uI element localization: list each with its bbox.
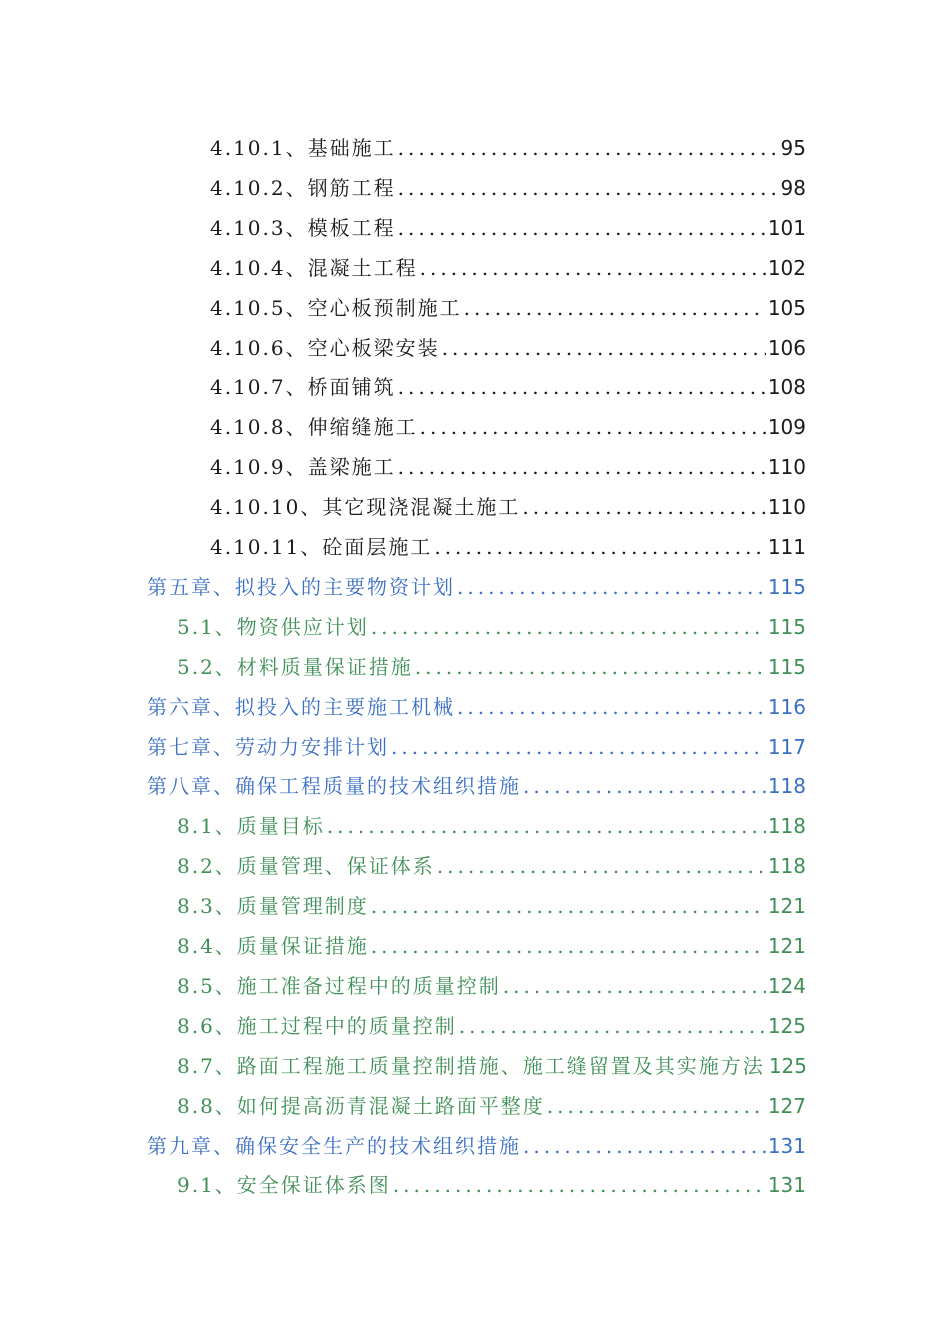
toc-entry-title: 4.10.10、其它现浇混凝土施工	[210, 495, 521, 520]
toc-dot-leader	[503, 966, 766, 1006]
toc-entry-sub[interactable]	[210, 288, 806, 328]
toc-dot-leader	[437, 846, 766, 886]
toc-entry-chapter[interactable]	[147, 766, 806, 806]
toc-entry-chapter[interactable]	[147, 727, 806, 767]
toc-dot-leader	[457, 687, 766, 727]
toc-entry-chapter[interactable]	[147, 567, 806, 607]
toc-entry-title: 8.2、质量管理、保证体系	[177, 854, 435, 879]
toc-entry-section[interactable]	[177, 886, 806, 926]
toc-entry-section[interactable]	[177, 806, 806, 846]
toc-entry-chapter[interactable]	[147, 687, 806, 727]
toc-page-number: 106	[767, 335, 806, 360]
toc-entry-section[interactable]	[177, 846, 806, 886]
toc-entry-sub[interactable]	[210, 367, 806, 407]
toc-dot-leader	[415, 647, 766, 687]
toc-entry-title: 8.3、质量管理制度	[177, 894, 369, 919]
toc-page-number: 115	[767, 574, 806, 599]
toc-entry-section[interactable]	[177, 1086, 806, 1126]
toc-dot-leader	[442, 328, 766, 368]
toc-entry-sub[interactable]	[210, 527, 806, 567]
toc-page-number: 102	[767, 255, 806, 280]
toc-page-number: 115	[767, 654, 806, 679]
toc-page-number: 131	[767, 1173, 806, 1198]
toc-entry-title: 4.10.1、基础施工	[210, 136, 396, 160]
toc-entry-title: 第六章、拟投入的主要施工机械	[147, 694, 455, 719]
toc-entry-section[interactable]	[177, 966, 806, 1006]
toc-dot-leader	[393, 1165, 766, 1205]
toc-page-number: 125	[768, 1053, 807, 1078]
toc-page-number: 121	[767, 934, 806, 958]
toc-entry-title: 4.10.9、盖梁施工	[210, 455, 396, 480]
toc-entry-title: 第五章、拟投入的主要物资计划	[147, 574, 455, 599]
toc-entry-section[interactable]	[177, 647, 806, 687]
toc-page-number: 116	[767, 694, 806, 719]
toc-page-number: 95	[780, 136, 806, 160]
toc-page-number: 98	[780, 175, 806, 200]
toc-entry-title: 第七章、劳动力安排计划	[147, 734, 389, 759]
toc-entry-title: 4.10.5、空心板预制施工	[210, 295, 462, 320]
toc-entry-title: 4.10.11、砼面层施工	[210, 535, 433, 559]
toc-entry-title: 8.4、质量保证措施	[177, 934, 369, 958]
toc-entry-title: 4.10.2、钢筋工程	[210, 175, 396, 200]
toc-entry-sub[interactable]	[210, 208, 806, 248]
toc-dot-leader	[420, 407, 766, 447]
toc-dot-leader	[522, 487, 765, 527]
toc-entry-sub[interactable]	[210, 328, 806, 368]
toc-entry-title: 9.1、安全保证体系图	[177, 1173, 391, 1198]
toc-entry-title: 第八章、确保工程质量的技术组织措施	[147, 774, 521, 799]
toc-dot-leader	[398, 168, 779, 208]
toc-entry-section[interactable]	[177, 607, 806, 647]
toc-entry-title: 4.10.7、桥面铺筑	[210, 375, 396, 400]
toc-dot-leader	[371, 607, 766, 647]
toc-page-number: 118	[767, 774, 806, 799]
toc-dot-leader	[420, 248, 766, 288]
toc-page-number: 121	[767, 894, 806, 919]
toc-entry-section[interactable]	[177, 1165, 806, 1205]
toc-entry-title: 8.8、如何提高沥青混凝土路面平整度	[177, 1093, 545, 1118]
toc-entry-title: 5.1、物资供应计划	[177, 614, 369, 639]
toc-page-number: 101	[767, 215, 806, 240]
toc-entry-sub[interactable]	[210, 168, 806, 208]
toc-entry-section[interactable]	[177, 1046, 806, 1086]
toc-dot-leader	[398, 367, 766, 407]
toc-dot-leader	[398, 208, 766, 248]
toc-entry-title: 4.10.8、伸缩缝施工	[210, 415, 418, 440]
toc-page-number: 108	[767, 375, 806, 400]
toc-dot-leader	[391, 727, 766, 767]
toc-entry-sub[interactable]	[210, 407, 806, 447]
toc-page-number: 110	[767, 455, 806, 480]
toc-entry-section[interactable]	[177, 1006, 806, 1046]
toc-entry-sub[interactable]	[210, 248, 806, 288]
toc-entry-section[interactable]	[177, 926, 806, 966]
toc-page-number: 109	[767, 415, 806, 440]
toc-page-number: 131	[767, 1133, 806, 1158]
toc-dot-leader	[398, 447, 766, 487]
toc-dot-leader	[434, 527, 765, 567]
toc-entry-title: 5.2、材料质量保证措施	[177, 654, 413, 679]
toc-page-number: 118	[767, 854, 806, 879]
toc-page-number: 105	[767, 295, 806, 320]
toc-page-number: 127	[767, 1093, 806, 1118]
toc-dot-leader	[327, 806, 766, 846]
toc-dot-leader	[371, 886, 766, 926]
toc-page-number: 124	[767, 973, 806, 998]
toc-entry-title: 8.1、质量目标	[177, 814, 325, 839]
toc-dot-leader	[398, 128, 779, 168]
toc-entry-chapter[interactable]	[147, 1126, 806, 1166]
toc-entry-title: 8.6、施工过程中的质量控制	[177, 1013, 457, 1038]
toc-entry-sub[interactable]	[210, 487, 806, 527]
toc-dot-leader	[457, 567, 766, 607]
toc-entry-title: 8.7、路面工程施工质量控制措施、施工缝留置及其实施方法	[177, 1053, 765, 1078]
toc-page-number: 110	[767, 495, 806, 520]
toc-page-number: 111	[767, 535, 806, 559]
toc-page-number: 115	[767, 614, 806, 639]
toc-dot-leader	[464, 288, 766, 328]
toc-dot-leader	[547, 1086, 766, 1126]
toc-page-number: 117	[767, 734, 806, 759]
toc-entry-title: 4.10.6、空心板梁安装	[210, 335, 440, 360]
toc-entry-title: 8.5、施工准备过程中的质量控制	[177, 973, 501, 998]
toc-dot-leader	[523, 766, 766, 806]
toc-page-number: 118	[767, 814, 806, 839]
toc-dot-leader	[371, 926, 766, 966]
toc-dot-leader	[523, 1126, 766, 1166]
toc-entry-title: 第九章、确保安全生产的技术组织措施	[147, 1133, 521, 1158]
toc-entry-title: 4.10.3、模板工程	[210, 215, 396, 240]
toc-page-number: 125	[767, 1013, 806, 1038]
toc-entry-sub[interactable]	[210, 128, 806, 168]
toc-dot-leader	[459, 1006, 766, 1046]
toc-entry-sub[interactable]	[210, 447, 806, 487]
toc-entry-title: 4.10.4、混凝土工程	[210, 255, 418, 280]
